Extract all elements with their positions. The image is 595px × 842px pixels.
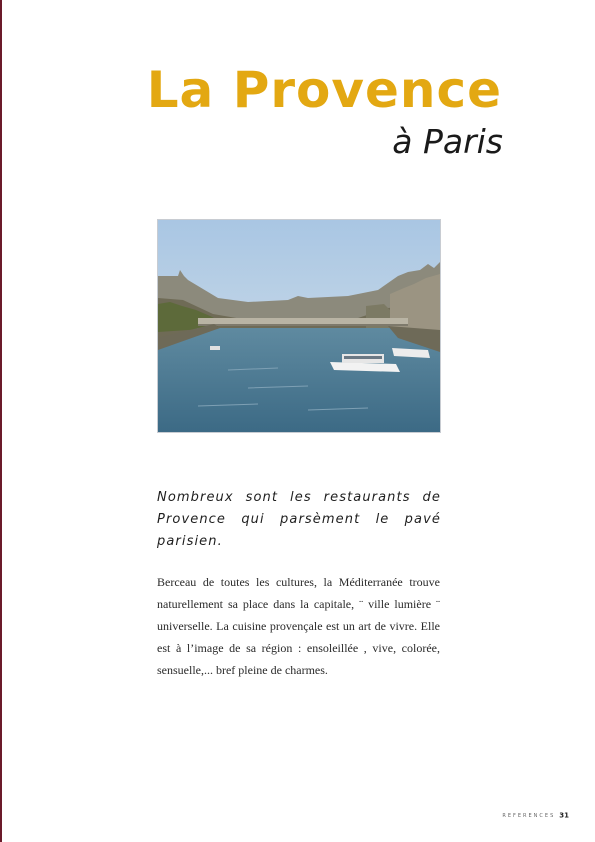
page-footer	[502, 805, 569, 824]
seine-photo	[157, 219, 441, 433]
page-number: 31	[559, 811, 569, 820]
page-subtitle: à Paris	[392, 122, 503, 161]
lead-paragraph: Nombreux sont les restaurants de Provence qui parsèment le pavé parisien.	[157, 490, 441, 549]
body-paragraph: Berceau de toutes les cultures, la Méditerranée trouve naturellement sa place dans la capitale, ¨ ville lumière ¨ universelle. La cuisine provençale est un art de vivre. Elle est à l’image de sa région : ensoleillée , vive, colorée, sensuelle,... bref pleine de charmes.	[157, 575, 440, 677]
page-title: La Provence	[146, 61, 502, 119]
footer-label: REFERENCES	[502, 812, 556, 819]
page-edge-line	[0, 0, 2, 842]
